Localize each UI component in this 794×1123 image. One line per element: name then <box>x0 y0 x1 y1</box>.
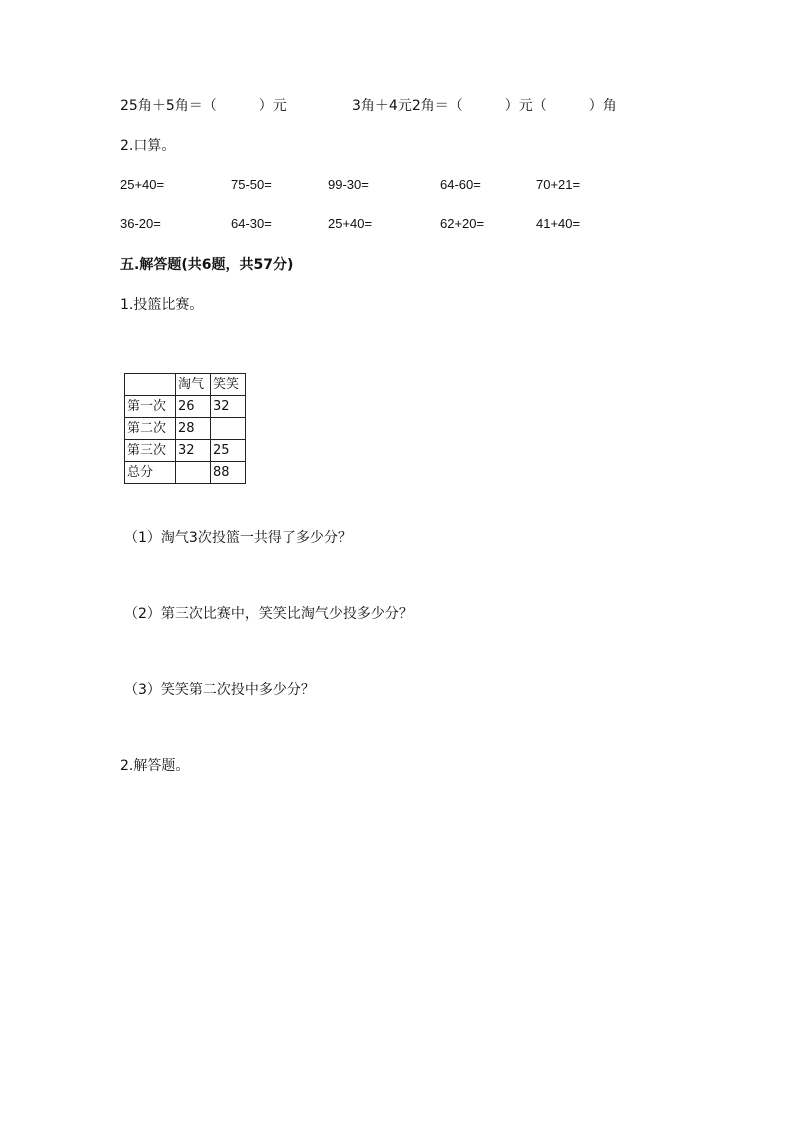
table-cell: 32 <box>211 396 246 418</box>
table-cell <box>211 418 246 440</box>
oral-item: 64-60= <box>440 177 481 192</box>
table-cell: 88 <box>211 462 246 484</box>
table-row <box>125 396 246 418</box>
question-1-part-2: （2）第三次比赛中，笑笑比淘气少投多少分？ <box>124 606 413 622</box>
question-1-part-1: （1）淘气3次投篮一共得了多少分？ <box>124 530 352 546</box>
score-table <box>124 373 246 484</box>
oral-item: 41+40= <box>536 216 581 231</box>
table-cell: 26 <box>176 396 211 418</box>
table-cell: 总分 <box>125 462 176 484</box>
question-2-title: 2.解答题。 <box>120 758 190 774</box>
table-cell: 第二次 <box>125 418 176 440</box>
question-1-part-3: （3）笑笑第二次投中多少分？ <box>124 682 315 698</box>
oral-item: 99-30= <box>328 177 369 192</box>
table-cell: 第一次 <box>125 396 176 418</box>
table-cell <box>125 374 176 396</box>
money-question-2: 3角＋4元2角＝（ ）元（ ）角 <box>352 98 617 114</box>
oral-item: 36-20= <box>120 216 161 231</box>
table-row <box>125 462 246 484</box>
oral-item: 64-30= <box>231 216 272 231</box>
section-heading: 五.解答题(共6题，共57分) <box>120 257 294 273</box>
table-row <box>125 440 246 462</box>
oral-arithmetic-title: 2.口算。 <box>120 138 176 154</box>
table-cell: 第三次 <box>125 440 176 462</box>
oral-item: 25+40= <box>120 177 165 192</box>
table-cell <box>176 462 211 484</box>
table-row <box>125 418 246 440</box>
oral-item: 70+21= <box>536 177 581 192</box>
question-1-title: 1.投篮比赛。 <box>120 297 204 313</box>
table-cell: 淘气 <box>176 374 211 396</box>
table-cell: 笑笑 <box>211 374 246 396</box>
table-cell: 25 <box>211 440 246 462</box>
oral-item: 75-50= <box>231 177 272 192</box>
table-cell: 32 <box>176 440 211 462</box>
money-question-1: 25角＋5角＝（ ）元 <box>120 98 287 114</box>
table-header-row <box>125 374 246 396</box>
oral-item: 25+40= <box>328 216 373 231</box>
oral-item: 62+20= <box>440 216 485 231</box>
table-cell: 28 <box>176 418 211 440</box>
